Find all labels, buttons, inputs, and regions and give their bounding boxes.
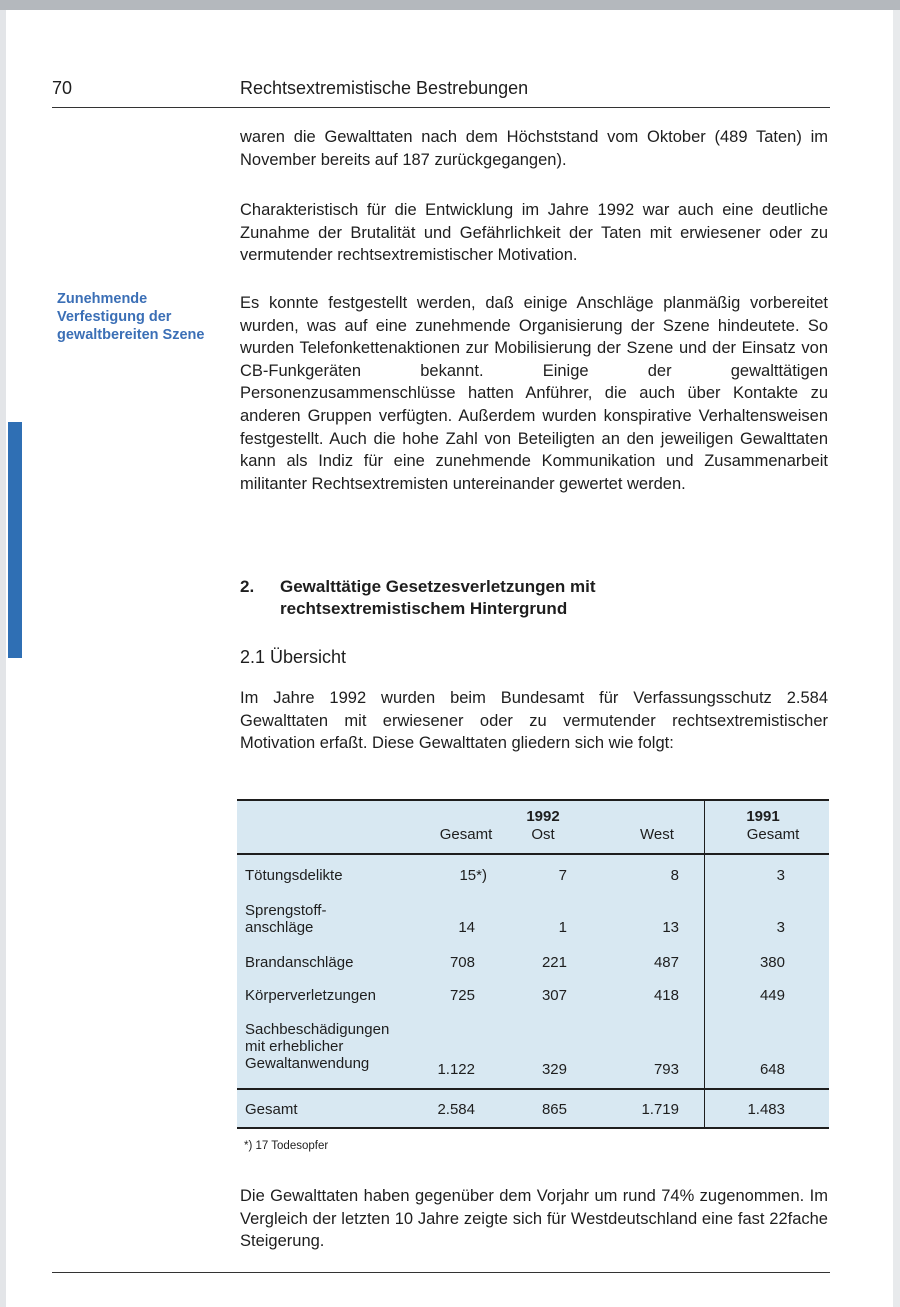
paragraph-1: waren die Gewalttaten nach dem Höchststand vom Oktober (489 Taten) im November bereits auf 187 zurückgegangen). — [240, 128, 828, 169]
paragraph-3: Es konnte festgestellt werden, daß einige Anschläge planmäßig vorbereitet wurden, was auf eine zunehmende Organisierung der Szene hindeutete. So wurden Telefonkettenaktionen zur Mobilisierung der Szene und der Einsatz von CB-Funkgeräten bekannt. Einige der gewalttätigen Personenzusammenschlüsse hatten Anführer, die auch über Kontakte zu anderen Gruppen verfügten. Außerdem wurden konspirative Verhaltensweisen festgestellt. Auch die hohe Zahl von Beteiligten an den jeweiligen Gewalttaten kann als Indiz für eine zunehmende Kommunikation und Zusammenarbeit militanter Rechtsextremisten untereinander gewertet werden. — [240, 294, 828, 493]
scan-edge-top — [0, 0, 900, 10]
table-top-rule — [237, 799, 829, 801]
cell-west: 793 — [653, 1061, 679, 1078]
scan-edge-right — [893, 10, 900, 1307]
total-label: Gesamt — [245, 1101, 298, 1118]
header-ost: Ost — [531, 826, 555, 843]
row-label: Körperverletzungen — [245, 987, 376, 1004]
paragraph-5: Die Gewalttaten haben gegenüber dem Vorjahr um rund 74% zugenommen. Im Vergleich der letzten 10 Jahre zeigte sich für Westdeutschland eine fast 22fache Steigerung. — [240, 1187, 828, 1251]
paragraph-2: Charakteristisch für die Entwicklung im Jahre 1992 war auch eine deutliche Zunahme der Brutalität und Gefährlichkeit der Taten mit erwiesener oder zu vermutender rechtsextremistischer Motivation. — [240, 201, 828, 265]
page-number: 70 — [52, 78, 73, 98]
table-footnote: *) 17 Todesopfer — [244, 1140, 329, 1152]
header-west: West — [640, 826, 674, 843]
header-gesamt-1992: Gesamt — [439, 826, 493, 843]
row-label: Brandanschläge — [245, 954, 354, 971]
cell-ost: 221 — [541, 954, 567, 971]
total-ost: 865 — [541, 1101, 567, 1118]
cell-ost: 7 — [558, 867, 567, 884]
subsection-heading: 2.1 Übersicht — [240, 647, 347, 667]
cell-1991: 3 — [776, 867, 785, 884]
total-gesamt: 2.584 — [437, 1101, 475, 1118]
footer-rule — [52, 1272, 830, 1273]
cell-1991: 449 — [759, 987, 785, 1004]
section-title: Gewalttätige Gesetzesverletzungen mit rechtsextremistischem Hintergrund — [280, 577, 596, 618]
row-label: Sachbeschädigungen mit erheblicher Gewaltanwendung — [245, 1021, 390, 1072]
header-year-1992: 1992 — [526, 808, 560, 825]
table-total-rule — [237, 1088, 829, 1090]
cell-gesamt: 15*) — [459, 867, 487, 884]
cell-west: 8 — [670, 867, 679, 884]
running-head: Rechtsextremistische Bestrebungen — [240, 78, 529, 98]
header-gesamt-1991: Gesamt — [746, 826, 800, 843]
cell-west: 13 — [662, 919, 679, 936]
cell-1991: 3 — [776, 919, 785, 936]
table-header-rule — [237, 853, 829, 855]
paragraph-4: Im Jahre 1992 wurden beim Bundesamt für Verfassungsschutz 2.584 Gewalttaten mit erwiesener oder zu vermutender rechtsextremistischer Motivation erfaßt. Diese Gewalttaten gliedern sich wie folgt: — [240, 689, 828, 753]
cell-gesamt: 14 — [458, 919, 475, 936]
cell-ost: 1 — [558, 919, 567, 936]
cell-gesamt: 1.122 — [437, 1061, 475, 1078]
table-year-divider — [704, 799, 705, 1129]
section-number: 2. — [240, 577, 255, 596]
total-1991: 1.483 — [747, 1101, 785, 1118]
header-rule — [52, 107, 830, 108]
row-label: Sprengstoff- anschläge — [245, 902, 327, 936]
cell-west: 487 — [653, 954, 679, 971]
margin-marker-bar — [8, 422, 22, 658]
cell-gesamt: 708 — [449, 954, 475, 971]
cell-ost: 307 — [541, 987, 567, 1004]
margin-note: Zunehmende Verfestigung der gewaltbereiten Szene — [57, 291, 205, 343]
row-label: Tötungsdelikte — [245, 867, 343, 884]
table-bottom-rule — [237, 1127, 829, 1129]
total-west: 1.719 — [641, 1101, 679, 1118]
header-year-1991: 1991 — [746, 808, 780, 825]
cell-1991: 648 — [759, 1061, 785, 1078]
cell-1991: 380 — [759, 954, 785, 971]
scan-edge-left — [0, 10, 6, 1307]
cell-west: 418 — [653, 987, 679, 1004]
cell-ost: 329 — [541, 1061, 567, 1078]
cell-gesamt: 725 — [449, 987, 475, 1004]
statistics-table — [237, 799, 829, 1129]
